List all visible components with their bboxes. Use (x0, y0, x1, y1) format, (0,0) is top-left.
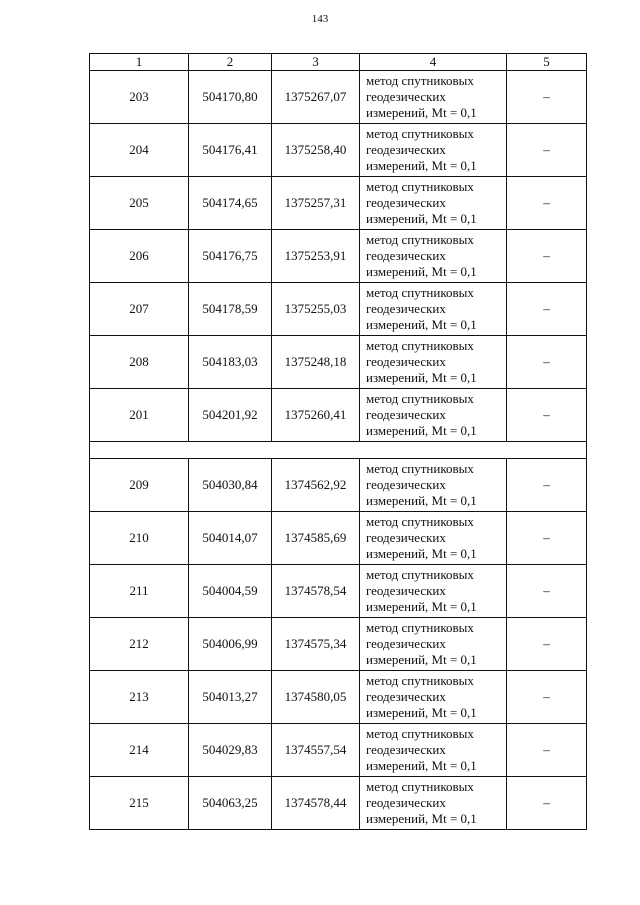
dash-cell: – (507, 724, 587, 777)
method-text-line: метод спутниковых (366, 620, 474, 635)
y-coordinate-cell: 1374578,44 (272, 777, 360, 830)
point-number-cell: 212 (90, 618, 189, 671)
x-coordinate-cell: 504004,59 (189, 565, 272, 618)
method-text-line: измерений, Mt = 0,1 (366, 811, 477, 826)
dash-cell: – (507, 124, 587, 177)
method-text-line: метод спутниковых (366, 338, 474, 353)
method-text-line: геодезических (366, 354, 446, 369)
method-text-line: геодезических (366, 407, 446, 422)
dash-cell: – (507, 618, 587, 671)
dash-cell: – (507, 230, 587, 283)
point-number-cell: 213 (90, 671, 189, 724)
method-text-line: метод спутниковых (366, 673, 474, 688)
x-coordinate-cell: 504178,59 (189, 283, 272, 336)
method-text-line: измерений, Mt = 0,1 (366, 546, 477, 561)
method-cell (360, 389, 507, 442)
dash-cell: – (507, 777, 587, 830)
method-cell (360, 724, 507, 777)
table-row (90, 230, 587, 283)
x-coordinate-cell: 504183,03 (189, 336, 272, 389)
method-text-line: геодезических (366, 689, 446, 704)
table-row (90, 724, 587, 777)
y-coordinate-cell: 1375267,07 (272, 71, 360, 124)
point-number-cell: 207 (90, 283, 189, 336)
y-coordinate-cell: 1374578,54 (272, 565, 360, 618)
separator-cell (90, 442, 587, 459)
y-coordinate-cell: 1374557,54 (272, 724, 360, 777)
dash-cell: – (507, 459, 587, 512)
x-coordinate-cell: 504176,41 (189, 124, 272, 177)
header-cell-1: 1 (90, 54, 189, 71)
y-coordinate-cell: 1374575,34 (272, 618, 360, 671)
method-cell (360, 671, 507, 724)
point-number-cell: 214 (90, 724, 189, 777)
dash-cell: – (507, 177, 587, 230)
table-row (90, 389, 587, 442)
point-number-cell: 201 (90, 389, 189, 442)
method-text-line: метод спутниковых (366, 179, 474, 194)
method-text-line: измерений, Mt = 0,1 (366, 599, 477, 614)
method-cell (360, 459, 507, 512)
y-coordinate-cell: 1374580,05 (272, 671, 360, 724)
method-text-line: измерений, Mt = 0,1 (366, 317, 477, 332)
dash-cell: – (507, 336, 587, 389)
y-coordinate-cell: 1375257,31 (272, 177, 360, 230)
method-text-line: измерений, Mt = 0,1 (366, 652, 477, 667)
method-text-line: метод спутниковых (366, 73, 474, 88)
method-text-line: геодезических (366, 301, 446, 316)
table-row (90, 777, 587, 830)
method-cell (360, 565, 507, 618)
point-number-cell: 208 (90, 336, 189, 389)
point-number-cell: 203 (90, 71, 189, 124)
method-text-line: метод спутниковых (366, 726, 474, 741)
method-text-line: геодезических (366, 477, 446, 492)
method-cell (360, 177, 507, 230)
separator-row (90, 442, 587, 459)
method-text-line: метод спутниковых (366, 514, 474, 529)
x-coordinate-cell: 504013,27 (189, 671, 272, 724)
y-coordinate-cell: 1375248,18 (272, 336, 360, 389)
method-text-line: измерений, Mt = 0,1 (366, 705, 477, 720)
method-text-line: метод спутниковых (366, 567, 474, 582)
method-cell (360, 336, 507, 389)
table-row (90, 336, 587, 389)
x-coordinate-cell: 504176,75 (189, 230, 272, 283)
y-coordinate-cell: 1375258,40 (272, 124, 360, 177)
method-text-line: геодезических (366, 89, 446, 104)
method-cell (360, 512, 507, 565)
x-coordinate-cell: 504201,92 (189, 389, 272, 442)
point-number-cell: 211 (90, 565, 189, 618)
method-cell (360, 71, 507, 124)
method-text-line: измерений, Mt = 0,1 (366, 158, 477, 173)
dash-cell: – (507, 71, 587, 124)
page-number: 143 (311, 13, 329, 25)
method-text-line: измерений, Mt = 0,1 (366, 264, 477, 279)
method-text-line: геодезических (366, 583, 446, 598)
method-text-line: измерений, Mt = 0,1 (366, 758, 477, 773)
table-row (90, 459, 587, 512)
method-text-line: метод спутниковых (366, 126, 474, 141)
point-number-cell: 205 (90, 177, 189, 230)
x-coordinate-cell: 504030,84 (189, 459, 272, 512)
x-coordinate-cell: 504006,99 (189, 618, 272, 671)
method-text-line: геодезических (366, 530, 446, 545)
method-text-line: измерений, Mt = 0,1 (366, 423, 477, 438)
table-row (90, 124, 587, 177)
dash-cell: – (507, 565, 587, 618)
x-coordinate-cell: 504170,80 (189, 71, 272, 124)
method-text-line: геодезических (366, 742, 446, 757)
y-coordinate-cell: 1375260,41 (272, 389, 360, 442)
method-cell (360, 283, 507, 336)
method-cell (360, 230, 507, 283)
table-row (90, 618, 587, 671)
table-row (90, 671, 587, 724)
table-row (90, 71, 587, 124)
x-coordinate-cell: 504174,65 (189, 177, 272, 230)
dash-cell: – (507, 512, 587, 565)
method-text-line: геодезических (366, 248, 446, 263)
table-row (90, 177, 587, 230)
method-text-line: геодезических (366, 795, 446, 810)
x-coordinate-cell: 504029,83 (189, 724, 272, 777)
header-cell-2: 2 (189, 54, 272, 71)
method-text-line: метод спутниковых (366, 461, 474, 476)
method-text-line: измерений, Mt = 0,1 (366, 105, 477, 120)
point-number-cell: 215 (90, 777, 189, 830)
method-text-line: метод спутниковых (366, 391, 474, 406)
method-text-line: метод спутниковых (366, 285, 474, 300)
header-cell-5: 5 (507, 54, 587, 71)
x-coordinate-cell: 504063,25 (189, 777, 272, 830)
method-text-line: измерений, Mt = 0,1 (366, 370, 477, 385)
method-cell (360, 777, 507, 830)
method-cell (360, 124, 507, 177)
y-coordinate-cell: 1374585,69 (272, 512, 360, 565)
y-coordinate-cell: 1375253,91 (272, 230, 360, 283)
point-number-cell: 206 (90, 230, 189, 283)
method-cell (360, 618, 507, 671)
dash-cell: – (507, 389, 587, 442)
method-text-line: геодезических (366, 636, 446, 651)
point-number-cell: 209 (90, 459, 189, 512)
y-coordinate-cell: 1375255,03 (272, 283, 360, 336)
dash-cell: – (507, 671, 587, 724)
x-coordinate-cell: 504014,07 (189, 512, 272, 565)
table-row (90, 283, 587, 336)
header-row (90, 54, 587, 71)
header-cell-3: 3 (272, 54, 360, 71)
point-number-cell: 210 (90, 512, 189, 565)
method-text-line: измерений, Mt = 0,1 (366, 211, 477, 226)
method-text-line: геодезических (366, 195, 446, 210)
table-row (90, 565, 587, 618)
method-text-line: геодезических (366, 142, 446, 157)
y-coordinate-cell: 1374562,92 (272, 459, 360, 512)
table-row (90, 512, 587, 565)
coordinates-table (89, 53, 587, 830)
method-text-line: измерений, Mt = 0,1 (366, 493, 477, 508)
method-text-line: метод спутниковых (366, 232, 474, 247)
dash-cell: – (507, 283, 587, 336)
method-text-line: метод спутниковых (366, 779, 474, 794)
header-cell-4: 4 (360, 54, 507, 71)
point-number-cell: 204 (90, 124, 189, 177)
